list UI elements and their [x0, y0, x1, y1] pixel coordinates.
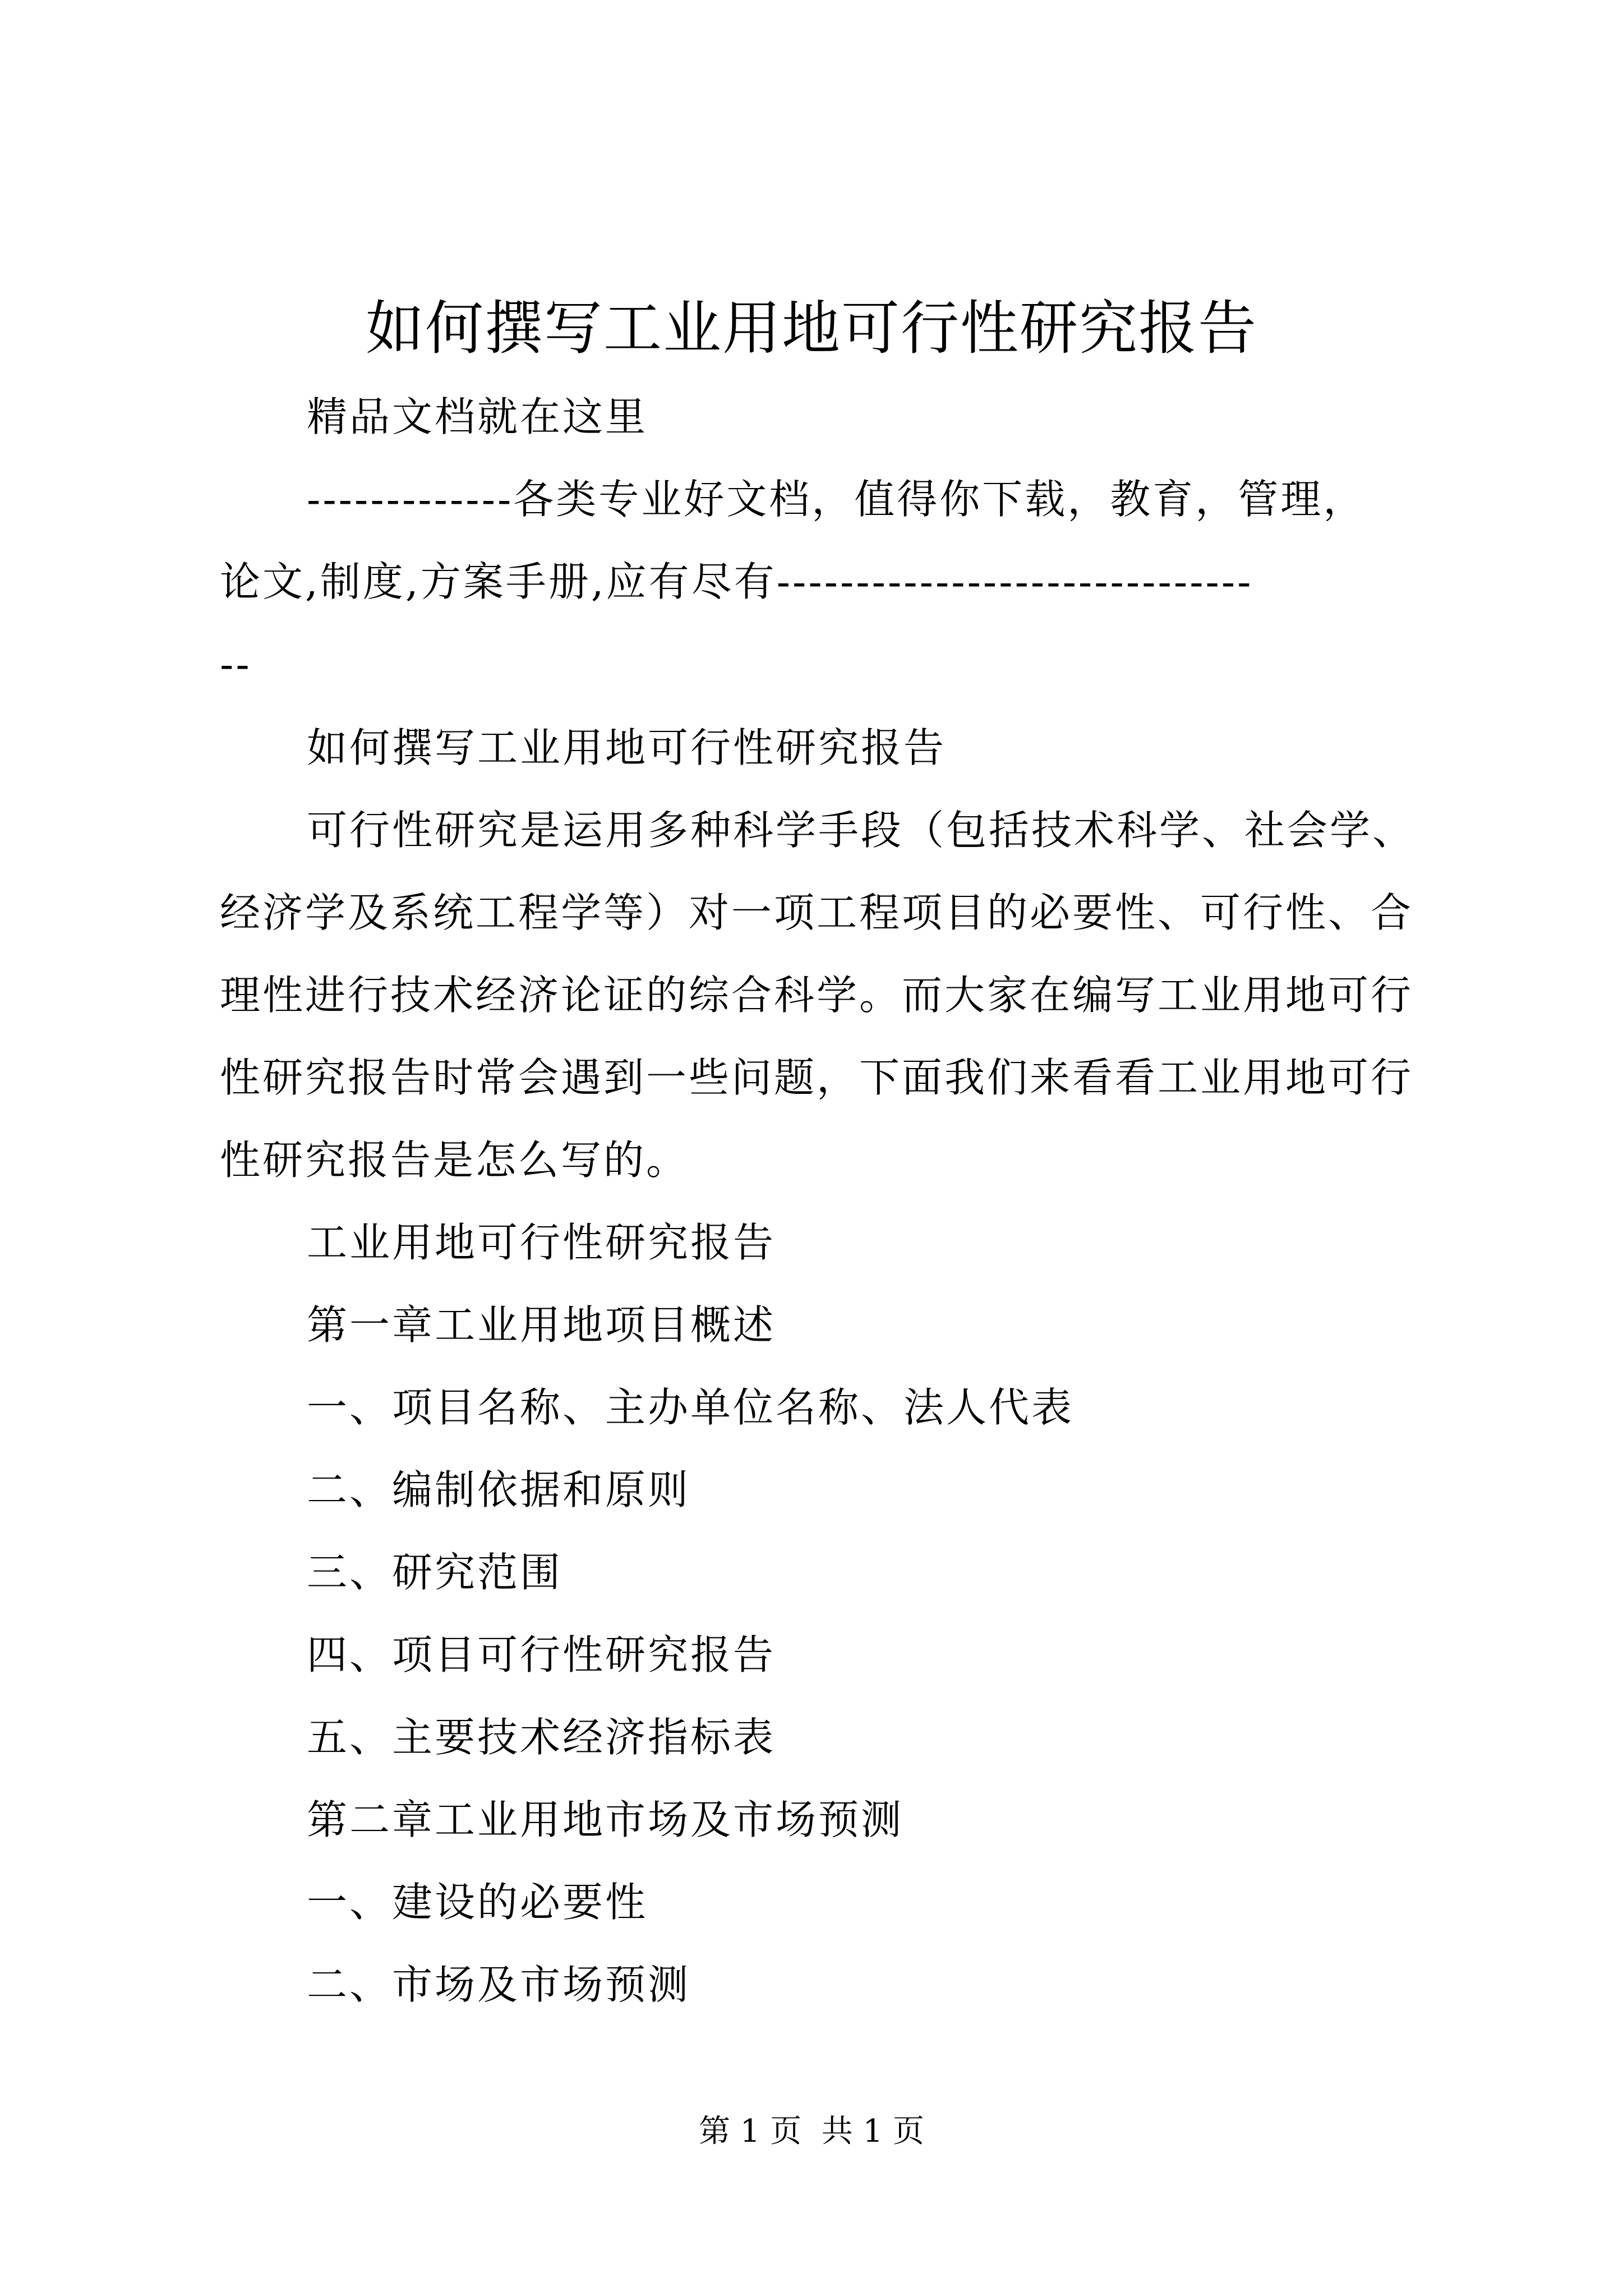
outline-title: 工业用地可行性研究报告: [307, 1219, 776, 1266]
paragraph-line: 理性进行技术经济论证的综合科学。而大家在编写工业用地可行: [220, 972, 1414, 1019]
outline-item: 五、主要技术经济指标表: [307, 1714, 776, 1761]
section-heading: 如何撰写工业用地可行性研究报告: [307, 724, 947, 771]
paragraph-line: 性研究报告是怎么写的。: [220, 1137, 689, 1184]
document-title: 如何撰写工业用地可行性研究报告: [365, 294, 1257, 362]
separator-line-cont: 论文,制度,方案手册,应有尽有------------------------------: [220, 558, 1253, 605]
paragraph-line: 可行性研究是运用多种科学手段（包括技术科学、社会学、: [307, 807, 1415, 854]
chapter-heading: 第一章工业用地项目概述: [307, 1301, 776, 1349]
outline-item: 二、编制依据和原则: [307, 1466, 691, 1513]
outline-item: 三、研究范围: [307, 1549, 563, 1596]
separator-line-tail: --: [220, 641, 252, 688]
outline-item: 四、项目可行性研究报告: [307, 1631, 776, 1678]
intro-line: 精品文档就在这里: [307, 393, 648, 440]
outline-item: 二、市场及市场预测: [307, 1961, 691, 2008]
paragraph-line: 经济学及系统工程学等）对一项工程项目的必要性、可行性、合: [220, 889, 1414, 936]
chapter-heading: 第二章工业用地市场及市场预测: [307, 1796, 904, 1843]
paragraph-line: 性研究报告时常会遇到一些问题，下面我们来看看工业用地可行: [220, 1054, 1414, 1101]
page-footer: 第 1 页 共 1 页: [698, 2113, 925, 2150]
outline-item: 一、项目名称、主办单位名称、法人代表: [307, 1384, 1075, 1431]
outline-item: 一、建设的必要性: [307, 1879, 648, 1926]
separator-line: -------------各类专业好文档，值得你下载，教育，管理，: [307, 476, 1366, 523]
